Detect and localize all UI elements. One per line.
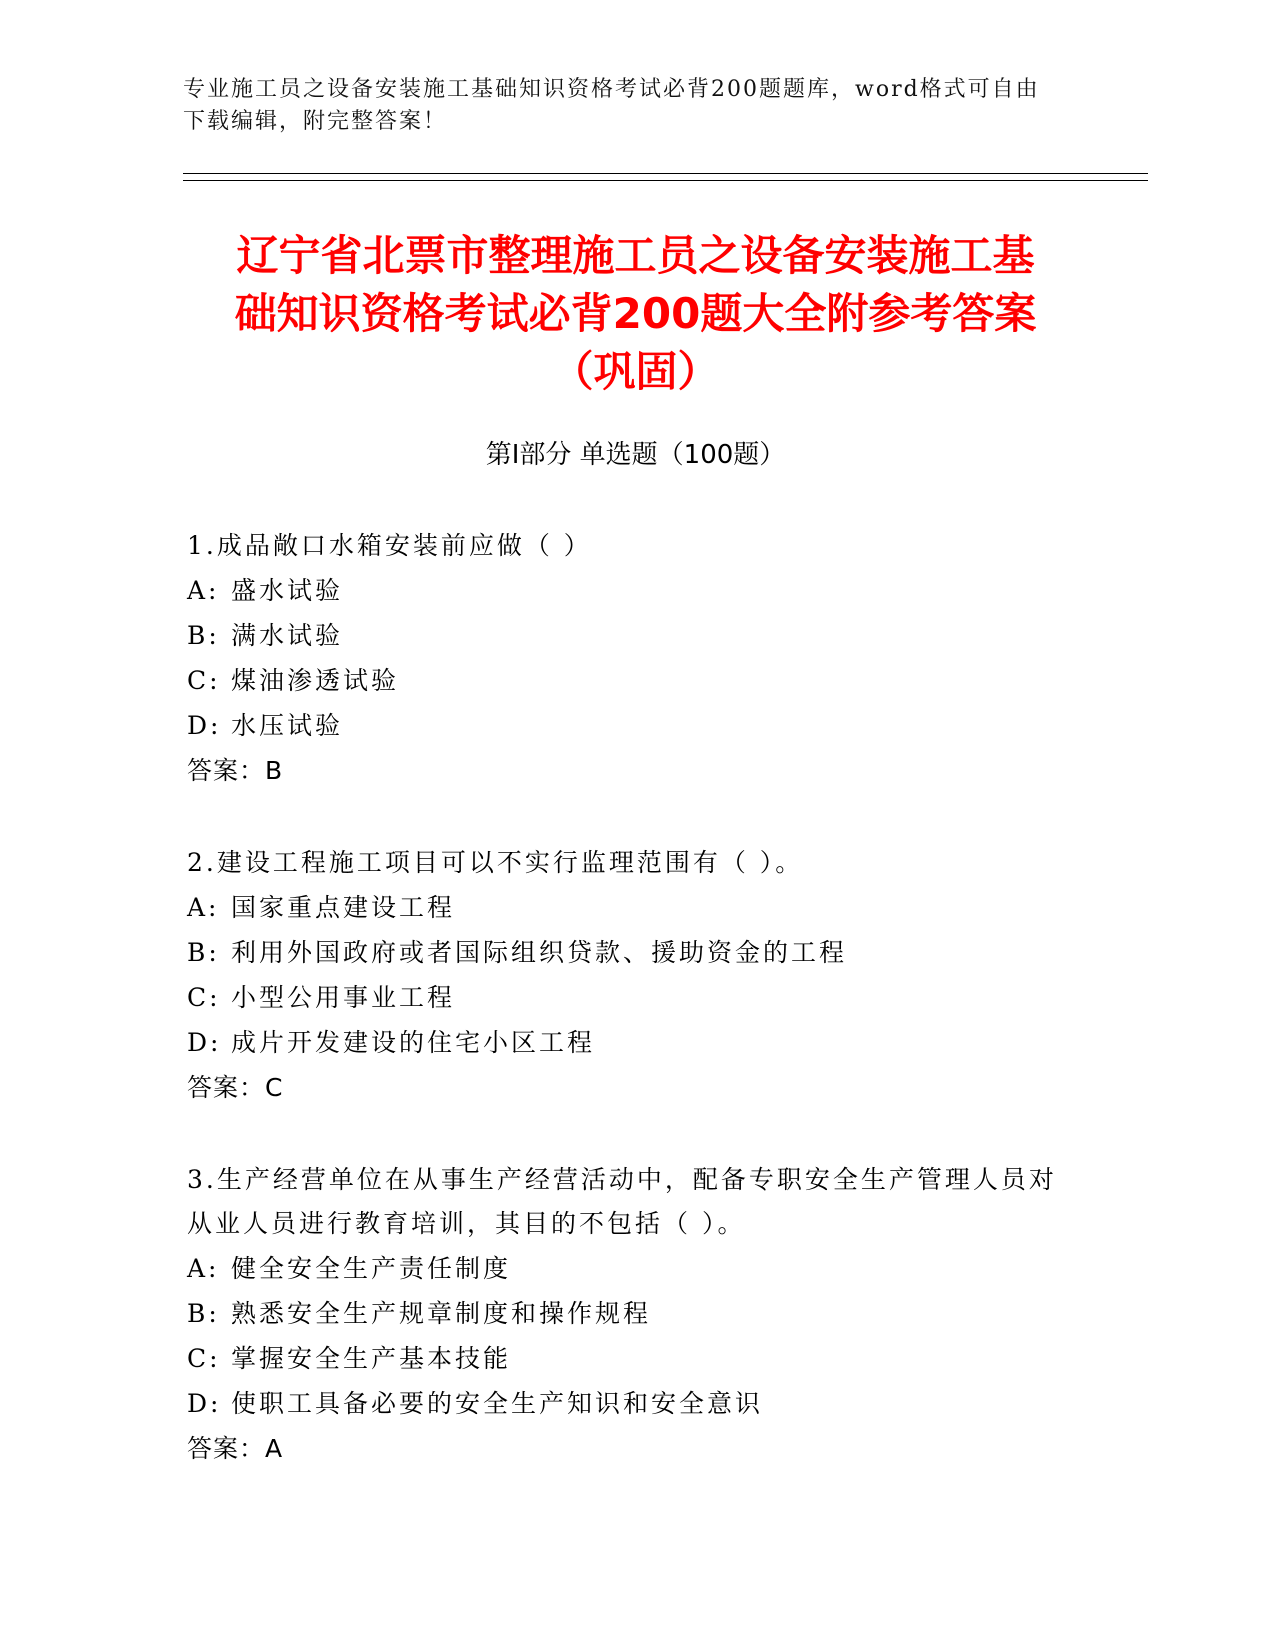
option-b <box>187 613 1067 658</box>
option-b <box>187 930 1067 975</box>
option-c <box>187 975 1067 1020</box>
option-text: 满水试验 <box>231 621 344 650</box>
option-c <box>187 1336 1067 1381</box>
question-stem: 2.建设工程施工项目可以不实行监理范围有（ ）。 <box>187 848 804 877</box>
answer-line: 答案：A <box>187 1434 284 1463</box>
question-stem: 1.成品敞口水箱安装前应做（ ） <box>187 531 592 560</box>
document-title-line: （巩固） <box>551 347 720 396</box>
option-letter: A: <box>187 893 220 922</box>
option-text: 熟悉安全生产规章制度和操作规程 <box>231 1299 652 1328</box>
header-divider-bottom <box>183 180 1148 181</box>
option-letter: D: <box>187 1389 222 1418</box>
document-title-line: 辽宁省北票市整理施工员之设备安装施工基 <box>236 231 1035 280</box>
option-d <box>187 1381 1067 1426</box>
option-a <box>187 568 1067 613</box>
option-text: 水压试验 <box>231 711 344 740</box>
option-text: 掌握安全生产基本技能 <box>231 1344 512 1373</box>
question-block <box>187 523 1067 793</box>
option-letter: D: <box>187 1028 222 1057</box>
question-block <box>187 840 1067 1110</box>
option-letter: B: <box>187 621 220 650</box>
option-text: 国家重点建设工程 <box>231 893 456 922</box>
document-title-line: 础知识资格考试必背200题大全附参考答案 <box>234 289 1037 338</box>
section-title: 第Ⅰ部分 单选题（100题） <box>485 440 786 470</box>
option-letter: A: <box>187 1254 220 1283</box>
option-text: 利用外国政府或者国际组织贷款、援助资金的工程 <box>231 938 848 967</box>
question-stem: 3.生产经营单位在从事生产经营活动中，配备专职安全生产管理人员对从业人员进行教育培训，其目的不包括（ ）。 <box>187 1165 1057 1238</box>
option-b <box>187 1291 1067 1336</box>
option-letter: B: <box>187 938 220 967</box>
answer-line: 答案：B <box>187 756 284 785</box>
option-a <box>187 1246 1067 1291</box>
option-letter: C: <box>187 1344 221 1373</box>
option-text: 使职工具备必要的安全生产知识和安全意识 <box>231 1389 764 1418</box>
question-block <box>187 1158 1067 1471</box>
document-title <box>183 227 1088 401</box>
option-letter: A: <box>187 576 220 605</box>
option-letter: D: <box>187 711 222 740</box>
option-text: 健全安全生产责任制度 <box>231 1254 512 1283</box>
option-a <box>187 885 1067 930</box>
option-letter: C: <box>187 983 221 1012</box>
header-note: 专业施工员之设备安装施工基础知识资格考试必背200题题库，word格式可自由下载编辑，附完整答案！ <box>183 77 1040 134</box>
option-text: 成片开发建设的住宅小区工程 <box>231 1028 596 1057</box>
option-d <box>187 703 1067 748</box>
option-text: 盛水试验 <box>231 576 344 605</box>
option-c <box>187 658 1067 703</box>
option-d <box>187 1020 1067 1065</box>
answer-line: 答案：C <box>187 1073 284 1102</box>
option-text: 煤油渗透试验 <box>231 666 400 695</box>
option-letter: C: <box>187 666 221 695</box>
header-divider-top <box>183 173 1148 174</box>
option-text: 小型公用事业工程 <box>231 983 456 1012</box>
option-letter: B: <box>187 1299 220 1328</box>
